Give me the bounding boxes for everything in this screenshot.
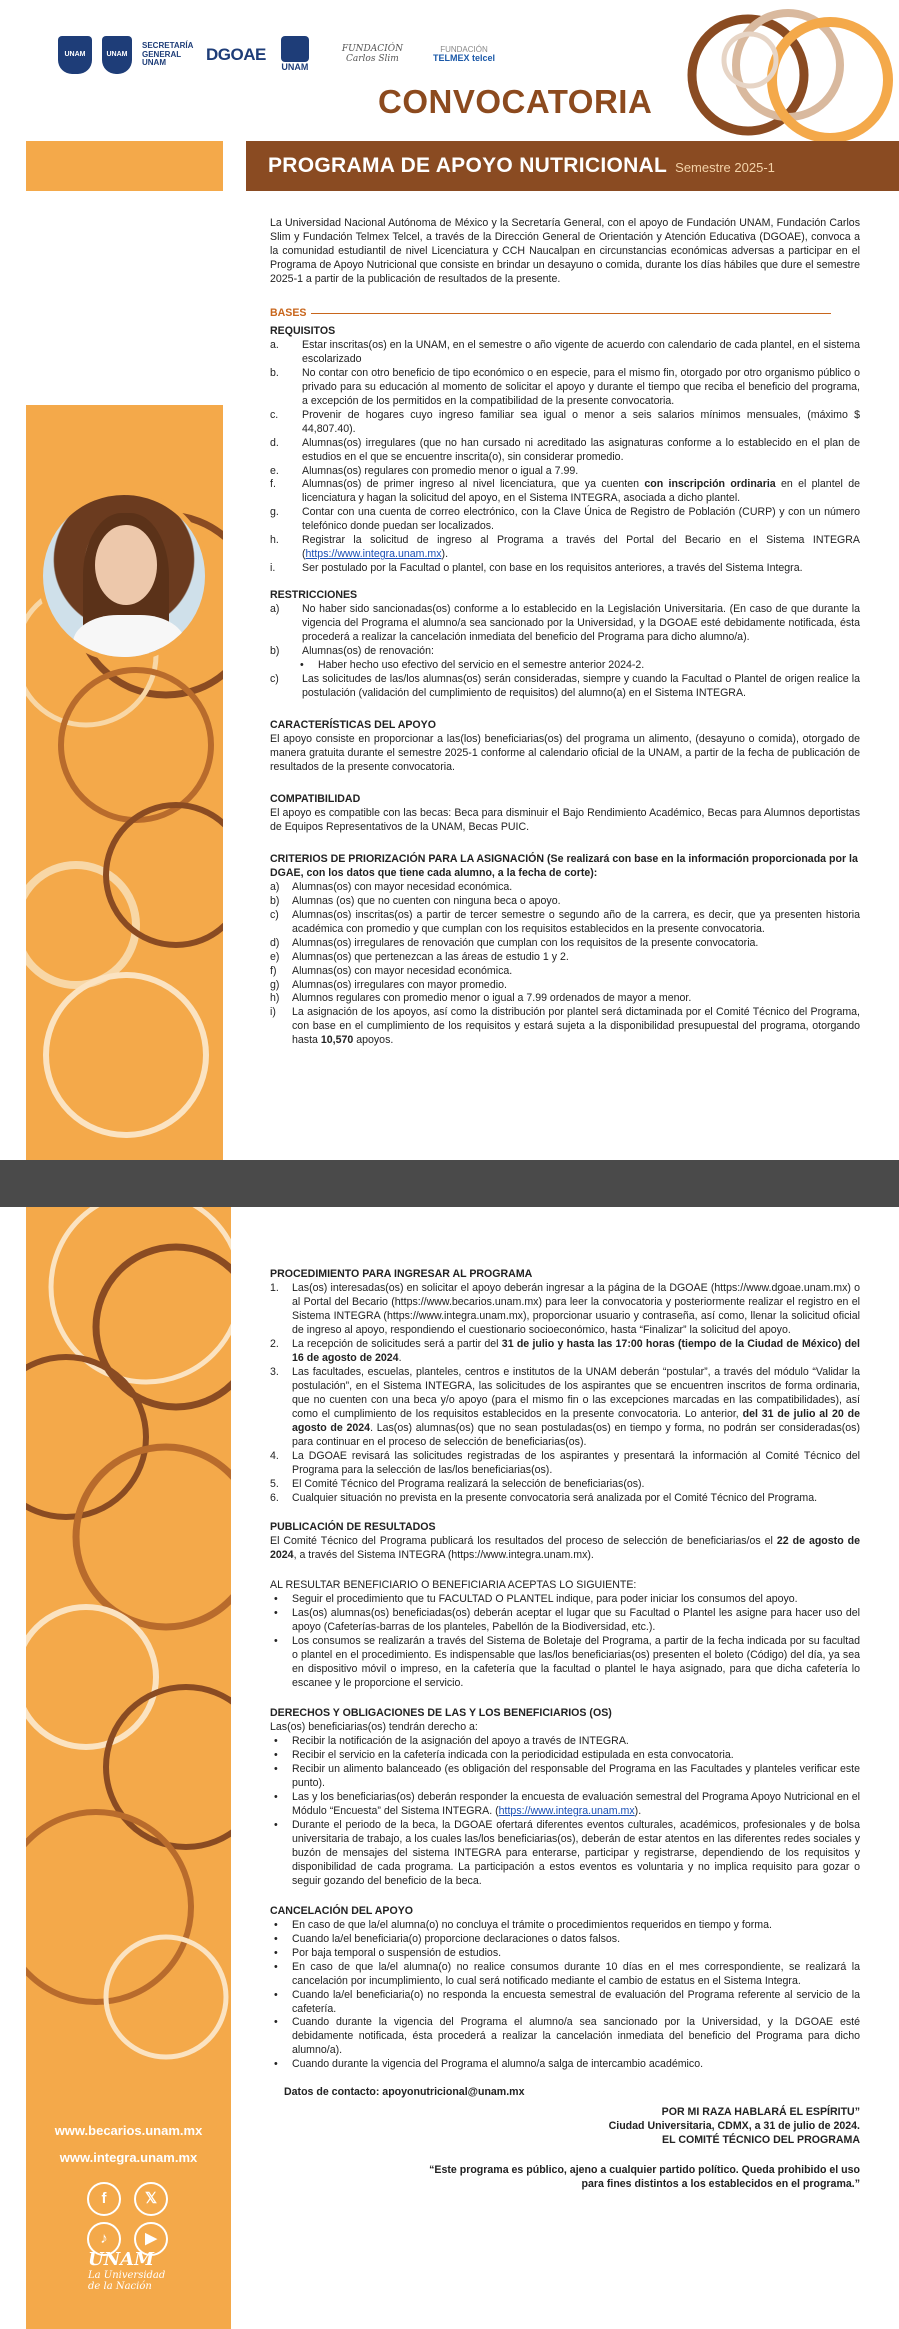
compatibilidad-heading: COMPATIBILIDAD [270,792,361,805]
list-item: b) Alumnas (os) que no cuenten con ninguna beca o apoyo. [270,894,561,907]
list-item: • Cuando durante la vigencia del Programa el alumno/a sea sancionado por la Universidad, y la DGOAE esté debidamente notificada, ésta procederá a realizar la cancelación inmediata del beneficio del Programa para dicho alumno/a). [274,2016,860,2057]
logo-bar [58,34,495,76]
unam-shield-logo: UNAM [58,36,92,74]
list-item: • Cuando la/el beneficiaria(o) proporcione declaraciones o datos falsos. [274,1932,621,1945]
fundacion-unam-logo: UNAM [276,36,314,74]
becarios-website[interactable]: www.becarios.unam.mx [54,2123,203,2138]
criterios-heading: CRITERIOS DE PRIORIZACIÓN PARA LA ASIGNACIÓN (Se realizará con base en la información proporcionada por la DGAE, con los datos que tiene cada alumno, a la fecha de corte): [270,852,858,879]
restricciones-heading: RESTRICCIONES [270,589,358,602]
list-item: e) Alumnas(os) que pertenezcan a las áreas de estudio 1 y 2. [270,950,569,963]
semester-label: Semestre 2025-1 [675,160,775,176]
page-1 [0,0,899,1160]
page-2 [0,1207,899,2329]
list-item: b) Alumnas(os) de renovación: [270,645,434,658]
list-item: • En caso de que la/el alumna(o) no realice consumos durante 10 días en el mes correspondiente, se realizará la cancelación por incumplimiento, lo cual será notificado mediante el cambio de estatus en el Sistema Integra. [274,1960,860,1987]
list-item: • Cuando la/el beneficiaria(o) no responda la encuesta semestral de evaluación del Programa referente al servicio de la cafetería. [274,1988,860,2015]
title-band-left [26,141,223,191]
list-item: 2. La recepción de solicitudes será a partir del 31 de julio y hasta las 17:00 horas (tiempo de la Ciudad de México) del 16 de agosto de 2024. [270,1337,860,1364]
list-item: • Las y los beneficiarias(os) deberán responder la encuesta de evaluación semestral del Programa Apoyo Nutricional en el Módulo “Encuesta” del Sistema INTEGRA. (https://www.integra.unam.mx). [274,1790,860,1817]
student-photo [38,490,210,662]
tiktok-icon[interactable]: ♪ [87,2222,121,2256]
facebook-icon[interactable]: f [87,2182,121,2216]
page-1-content [270,217,860,1048]
x-twitter-icon[interactable]: 𝕏 [134,2182,168,2216]
page-title: CONVOCATORIA [378,83,653,120]
dgoae-logo: DGOAE [206,44,266,64]
list-item: g) Alumnas(os) irregulares con mayor promedio. [270,978,507,991]
restricciones-list [270,603,860,659]
list-item: 3. Las facultades, escuelas, planteles, centros e institutos de la UNAM deberán “postular”, a través del módulo “Validar la postulación”, en el Sistema INTEGRA, las solicitudes de los aspirantes que se encuentren inscritos de forma ordinaria, que no cuenten con una beca y/o apoyo (para el mismo fin o las excepciones marcadas en las compatibilidades), así como el cumplimiento de los requisitos establecidos en la presente convocatoria. Lo anterior, del 31 de julio al 20 de agosto de 2024. Las(os) alumnas(os) que no sean postuladas(os) en tiempo y forma, no podrán ser consideradas(os) para continuar en el proceso de selección de beneficiarias(os). [270,1365,860,1448]
publicacion-heading: PUBLICACIÓN DE RESULTADOS [270,1521,436,1534]
requisitos-heading: REQUISITOS [270,324,336,337]
cancelacion-heading: CANCELACIÓN DEL APOYO [270,1904,414,1917]
list-item: • Recibir el servicio en la cafetería indicada con la periodicidad estipulada en esta convocatoria. [274,1749,734,1762]
intro-paragraph: La Universidad Nacional Autónoma de México y la Secretaría General, con el apoyo de Fundación UNAM, Fundación Carlos Slim y Fundación Telmex Telcel, a través de la Dirección General de Orientación y Atención Educativa (DGOAE), convoca a la comunidad estudiantil de nivel Licenciatura y CCH Naucalpan en circunstancias económicas adversas a participar en el Programa de Apoyo Nutricional que consiste en brindar un desayuno o comida, durante los días hábiles que dure el semestre 2025-1 a partir de la publicación de resultados de la presente. [270,217,860,285]
page-separator [0,1160,899,1207]
list-item: 5. El Comité Técnico del Programa realizará la selección de beneficiarias(os). [270,1477,645,1490]
restricciones-sublist [300,659,860,673]
list-item: h) Alumnos regulares con promedio menor o igual a 7.99 ordenados de mayor a menor. [270,992,692,1005]
resultar-list [270,1593,860,1691]
list-item: • Cuando durante la vigencia del Programa el alumno/a salga de intercambio académico. [274,2058,704,2071]
list-item: • Los consumos se realizarán a través del Sistema de Boletaje del Programa, a partir de la fecha indicada por su facultad o plantel en el procedimiento. Es indispensable que las/los beneficiarias(os) presenten el boleto (Código) del día, ya sea en dispositivo móvil o impreso, en la cafetería que la facultad o plantel le haya asignado, para que dicha cafetería lo escanee y le proporcione el servicio. [274,1635,860,1690]
list-item: e. Alumnas(os) regulares con promedio menor o igual a 7.99. [270,464,579,477]
list-item: i. Ser postulado por la Facultad o plantel, con base en los requisitos anteriores, a través del Sistema Integra. [270,562,803,575]
fundacion-carlos-slim-logo: FUNDACIÓN Carlos Slim [341,44,403,64]
integra-link[interactable]: https://www.integra.unam.mx [305,548,442,561]
criterios-list [270,881,860,1049]
caracteristicas-text: El apoyo consiste en proporcionar a las(los) beneficiarias(os) del programa un alimento, (desayuno o comida), otorgado de manera gratuita durante el semestre 2025-1 conforme al calendario oficial de la UNAM, a partir de la fecha de publicación de resultados de la presente convocatoria. [270,732,860,773]
signature-block: POR MI RAZA HABLARÁ EL ESPÍRITU” Ciudad Universitaria, CDMX, a 31 de julio de 2024. EL COMITÉ TÉCNICO DEL PROGRAMA [608,2106,860,2147]
procedimiento-heading: PROCEDIMIENTO PARA INGRESAR AL PROGRAMA [270,1268,533,1280]
list-item: h. Registrar la solicitud de ingreso al Programa a través del Portal del Becario en el Sistema INTEGRA (https://www.integra.unam.mx). [270,534,860,561]
list-item: g. Contar con una cuenta de correo electrónico, con la Clave Única de Registro de Población (CURP) y con un número telefónico donde puedan ser localizados. [270,506,860,533]
unam-shield-logo-2: UNAM [102,36,132,74]
caracteristicas-heading: CARACTERÍSTICAS DEL APOYO [270,719,436,731]
procedimiento-list [270,1282,860,1506]
list-item: a. Estar inscritas(os) en la UNAM, en el semestre o año vigente de acuerdo con calendario de cada plantel, en el sistema escolarizado [270,338,860,365]
list-item: • Las(os) alumnas(os) beneficiadas(os) deberán aceptar el lugar que su Facultad o Plantel les asigne para hacer uso del apoyo (Cafeterías-barras de los planteles, Pabellón de la Biodiversidad, etc.). [274,1607,860,1634]
derechos-list [270,1735,860,1889]
list-item: i) La asignación de los apoyos, así como la distribución por plantel será dictaminada por el Comité Técnico del Programa, con base en el cumplimiento de los requisitos y estará sujeta a la disponibilidad presupuestal del programa, otorgando hasta 10,570 apoyos. [270,1006,860,1047]
list-item: a) No haber sido sancionadas(os) conforme a lo establecido en la Legislación Universitaria. (En caso de que durante la vigencia del Programa el alumno/a sea sancionado por la Universidad, y la DGOAE esté debidamente notificada, ésta procederá a realizar la cancelación inmediata del beneficio del Programa para dicho alumno/a). [270,603,860,644]
list-item: c) Alumnas(os) inscritas(os) a partir de tercer semestre o segundo año de la carrera, es decir, que ya presenten historia académica con promedio y que cumplan con los requisitos establecidos en la presente convocatoria. [270,908,860,935]
list-item: 6. Cualquier situación no prevista en la presente convocatoria será analizada por el Comité Técnico del Programa. [270,1491,818,1504]
list-item: c) Las solicitudes de las/los alumnas(os) serán consideradas, siempre y cuando la Facultad o Plantel de origen realice la postulación (validación del cumplimiento de requisitos) del alumno(a) en el Sistema INTEGRA. [270,673,860,700]
list-item: f) Alumnas(os) con mayor necesidad económica. [270,964,513,977]
requisitos-list [270,339,860,576]
restricciones-list-cont [270,673,860,701]
list-item: d) Alumnas(os) irregulares de renovación que cumplan con los requisitos de la presente convocatoria. [270,936,759,949]
publicacion-text: El Comité Técnico del Programa publicará los resultados del proceso de selección de beneficiarias/os el 22 de agosto de 2024, a través del Sistema INTEGRA (https://www.integra.unam.mx). [270,1535,860,1562]
list-item: b. No contar con otro beneficio de tipo económico o en especie, para el mismo fin, otorgado por otro organismo público o privado para su educación al momento de solicitar el apoyo y durante el tiempo que reciba el beneficio del programa, a excepción de los permitidos en la compatibilidad de la presente convocatoria. [270,366,860,407]
list-item: f. Alumnas(os) de primer ingreso al nivel licenciatura, que ya cuenten con inscripción ordinaria en el plantel de licenciatura y hagan la solicitud del apoyo, en el Sistema INTEGRA, asociada a dicho plantel. [270,478,860,505]
integra-survey-link[interactable]: https://www.integra.unam.mx [498,1804,635,1817]
list-item: • Haber hecho uso efectivo del servicio en el semestre anterior 2024-2. [300,659,645,672]
derechos-lead: Las(os) beneficiarias(os) tendrán derecho a: [270,1721,478,1734]
compatibilidad-text: El apoyo es compatible con las becas: Beca para disminuir el Bajo Rendimiento Académico, Becas para Alumnos deportistas de Equipos Representativos de la UNAM, Becas PUIC. [270,806,860,833]
list-item: • Recibir un alimento balanceado (es obligación del responsable del Programa en las Facultades y planteles verificar este punto). [274,1763,860,1789]
list-item: • Recibir la notificación de la asignación del apoyo a través de INTEGRA. [274,1735,629,1748]
unam-signature-logo: UNAM La Universidad de la Nación [88,2249,166,2292]
program-title-band [246,141,899,191]
list-item: c. Provenir de hogares cuyo ingreso familiar sea igual o menor a seis salarios mínimos mensuales, (máximo $ 44,807.40). [270,408,860,435]
list-item: 1. Las(os) interesadas(os) en solicitar el apoyo deberán ingresar a la página de la DGOAE (https://www.dgoae.unam.mx) o al Portal del Becario (https://www.becarios.unam.mx) para leer la convocatoria y posteriormente realizar el registro en el Sistema INTEGRA (https://www.integra.unam.mx), proporcionar usuario y contraseña, así como, llenar la solicitud oficial de ingreso al apoyo, respondiendo el cuestionario socioeconómico, hasta “Finalizar” la solicitud del apoyo. [270,1281,860,1336]
contact-info: Datos de contacto: apoyonutricional@unam.mx [284,2086,525,2099]
resultar-heading: AL RESULTAR BENEFICIARIO O BENEFICIARIA ACEPTAS LO SIGUIENTE: [270,1579,637,1592]
list-item: • Seguir el procedimiento que tu FACULTAD O PLANTEL indique, para poder iniciar los consumos del apoyo. [274,1593,798,1606]
list-item: d. Alumnas(os) irregulares (que no han cursado ni acreditado las asignaturas conforme a lo establecido en el plan de estudios en el que se encuentre inscrita(o), sin considerar promedio. [270,436,860,463]
page-2-content [270,1255,860,2192]
derechos-heading: DERECHOS Y OBLIGACIONES DE LAS Y LOS BENEFICIARIOS (OS) [270,1707,612,1720]
list-item: 4. La DGOAE revisará las solicitudes registradas de los aspirantes y presentará la información al Comité Técnico del Programa para la selección de las/los beneficiarias(os). [270,1449,860,1476]
youtube-icon[interactable]: ▶ [134,2222,168,2256]
bases-heading: BASES [270,307,860,321]
list-item: • Durante el periodo de la beca, la DGOAE ofertará diferentes eventos culturales, académicos, profesionales y de bolsa universitaria de trabajo, a los cuales las/los beneficiarias(os), deberán de estar atentos en las diferentes redes sociales y buzón de mensajes del sistema INTEGRA para enterarse, participar y registrarse, dependiendo de los requisitos y disponibilidad de cada programa. La participación a estos eventos es voluntaria y no implica requisito para gozar o seguir gozando del beneficio de la beca. [274,1818,860,1887]
list-item: • En caso de que la/el alumna(o) no concluya el trámite o procedimientos requeridos en tiempo y forma. [274,1918,772,1931]
list-item: • Por baja temporal o suspensión de estudios. [274,1946,502,1959]
integra-website[interactable]: www.integra.unam.mx [59,2150,198,2165]
list-item: a) Alumnas(os) con mayor necesidad económica. [270,880,513,893]
fundacion-telmex-logo: FUNDACIÓN TELMEX telcel [432,44,495,64]
legal-notice: “Este programa es público, ajeno a cualquier partido político. Queda prohibido el uso para fines distintos a los establecidos en el programa.” [429,2164,860,2191]
secretaria-general-logo: SECRETARÍA GENERAL UNAM [142,40,194,68]
program-title: PROGRAMA DE APOYO NUTRICIONAL [268,154,668,178]
cancelacion-list [270,1919,860,2073]
